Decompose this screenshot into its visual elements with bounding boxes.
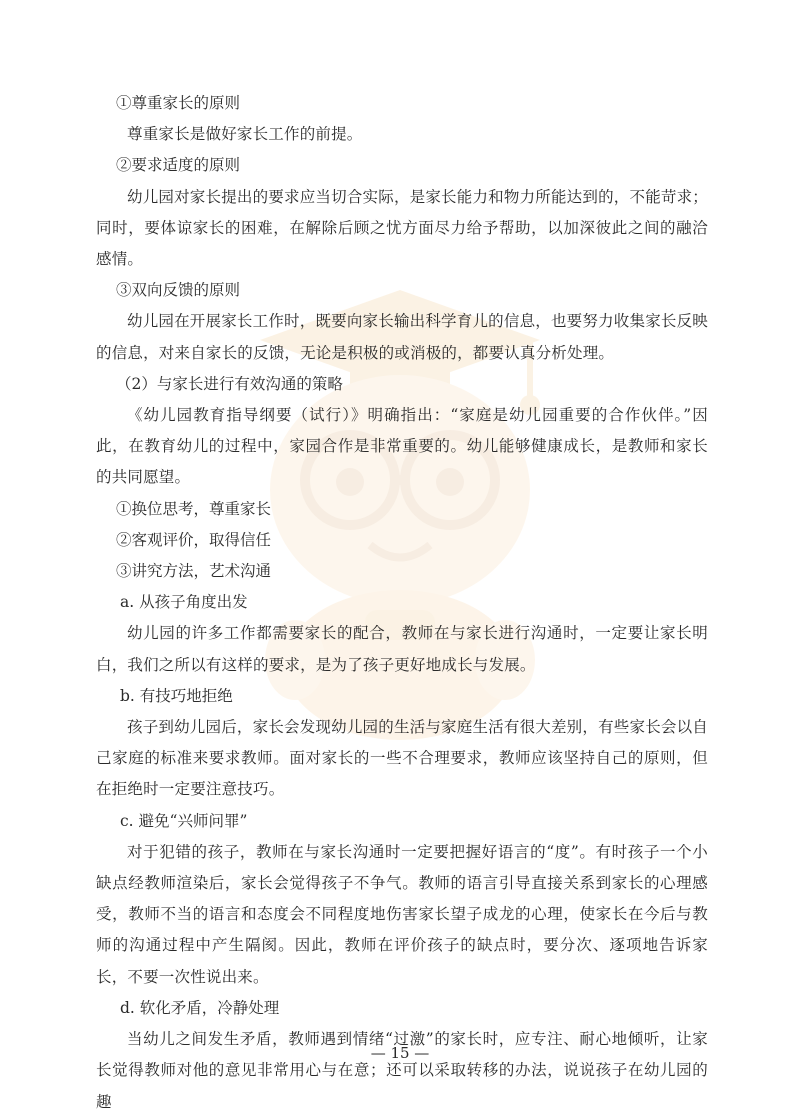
section-heading: （2）与家长进行有效沟通的策略	[116, 374, 343, 393]
page-number: — 15 —	[370, 1044, 430, 1062]
body-text	[96, 88, 708, 1118]
section-heading: ②客观评价，取得信任	[116, 530, 272, 549]
section-heading: ①尊重家长的原则	[116, 94, 241, 112]
section-heading: ③讲究方法，艺术沟通	[116, 562, 272, 581]
paragraph: 幼儿园对家长提出的要求应当切合实际，是家长能力和物力所能达到的，不能苛求；同时，要体谅家长的困难，在解除后顾之忧方面尽力给予帮助，以加深彼此之间的融洽感情。	[96, 187, 708, 269]
paragraph: 对于犯错的孩子，教师在与家长沟通时一定要把握好语言的“度”。有时孩子一个小缺点经教师渲染后，家长会觉得孩子不争气。教师的语言引导直接关系到家长的心理感受，教师不当的语言和态度会不同程度地伤害家长望子成龙的心理，使家长在今后与教师的沟通过程中产生隔阂。因此，教师在评价孩子的缺点时，要分次、逐项地告诉家长，不要一次性说出来。	[96, 842, 708, 986]
paragraph: 尊重家长是做好家长工作的前提。	[127, 125, 363, 144]
paragraph: 幼儿园在开展家长工作时，既要向家长输出科学育儿的信息，也要努力收集家长反映的信息，对来自家长的反馈，无论是积极的或消极的，都要认真分析处理。	[96, 312, 708, 362]
section-heading: a. 从孩子角度出发	[120, 593, 248, 612]
section-heading: c. 避免“兴师问罪”	[120, 811, 248, 830]
paragraph: 当幼儿之间发生矛盾，教师遇到情绪“过激”的家长时，应专注、耐心地倾听，让家长觉得教师对他的意见非常用心与在意；还可以采取转移的办法，说说孩子在幼儿园的趣	[96, 1030, 708, 1111]
section-heading: ①换位思考，尊重家长	[116, 499, 272, 518]
section-heading: ②要求适度的原则	[116, 156, 241, 175]
paragraph: 《幼儿园教育指导纲要（试行）》明确指出：“家庭是幼儿园重要的合作伙伴。”因此，在教育幼儿的过程中，家园合作是非常重要的。幼儿能够健康成长，是教师和家长的共同愿望。	[96, 406, 708, 487]
section-heading: b. 有技巧地拒绝	[120, 686, 233, 705]
section-heading: ③双向反馈的原则	[116, 281, 241, 300]
paragraph: 孩子到幼儿园后，家长会发现幼儿园的生活与家庭生活有很大差别，有些家长会以自己家庭的标准来要求教师。面对家长的一些不合理要求，教师应该坚持自己的原则，但在拒绝时一定要注意技巧。	[96, 718, 708, 799]
paragraph: 幼儿园的许多工作都需要家长的配合，教师在与家长进行沟通时，一定要让家长明白，我们之所以有这样的要求，是为了孩子更好地成长与发展。	[96, 624, 708, 674]
section-heading: d. 软化矛盾，冷静处理	[120, 998, 280, 1017]
